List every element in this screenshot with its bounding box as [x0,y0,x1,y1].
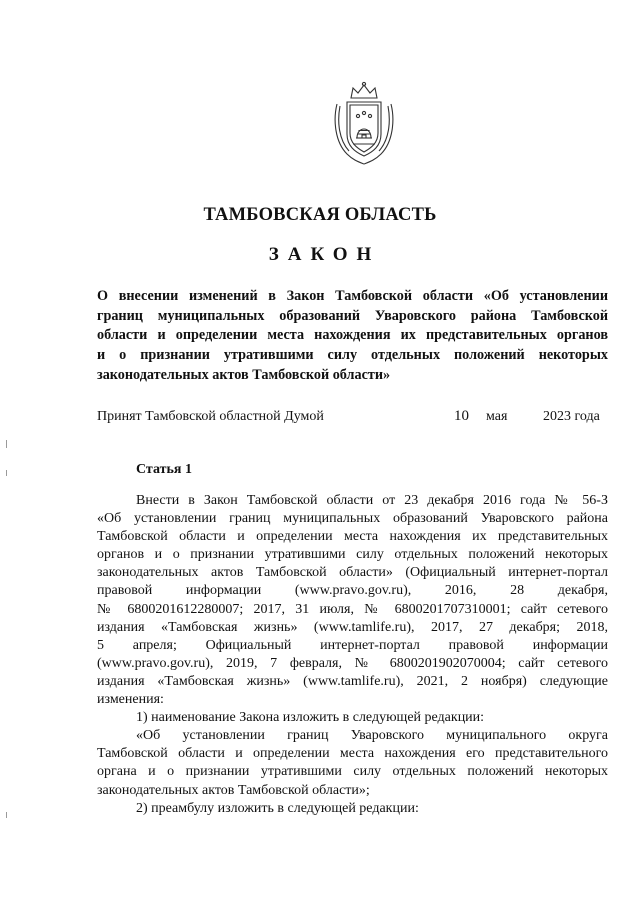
body-line: 1) наименование Закона изложить в следующей редакции: [136,710,485,726]
scan-margin-mark [6,470,7,476]
body-line: Внести в Закон Тамбовской области от 23 декабря 2016 года № 56-З [136,493,608,508]
subject-line: границ муниципальных образований Уваровского района Тамбовской [97,307,608,324]
body-line: 2) преамбулу изложить в следующей редакции: [136,800,419,816]
body-line: издания «Тамбовская жизнь» (www.tamlife.ru), 2021, 2 ноября) следующие [97,673,608,689]
body-line: Тамбовской области и определении места нахождения его представительного [97,746,608,762]
body-line: изменения: [97,692,164,708]
body-line: органов и о признании утратившими силу отдельных положений некоторых [97,547,608,563]
body-line: законодательных актов Тамбовской области»; [97,782,370,798]
subject-line: и о признании утратившими силу отдельных положений некоторых [97,347,608,364]
law-subject [97,287,608,386]
adoption-year: 2023 года [543,409,600,424]
body-line: 5 апреля; Официальный интернет-портал правовой информации [97,637,608,653]
scan-margin-mark [6,812,7,818]
subject-line: области и определении места нахождения их представительных органов [97,327,608,344]
document-type: ЗАКОН [268,244,381,265]
adoption-day: 10 [454,408,469,424]
scan-margin-mark [6,440,7,448]
adoption-month: мая [486,409,508,424]
body-line: «Об установлении границ муниципальных образований Уваровского района [97,511,608,527]
body-line: Тамбовской области и определении места нахождения их представительных [97,529,608,545]
body-line: (www.pravo.gov.ru), 2019, 7 февраля, № 6800201902070004; сайт сетевого [97,655,608,671]
body-line: правовой информации (www.pravo.gov.ru), 2016, 28 декабря, [97,583,608,599]
adoption-statement: Принят Тамбовской областной Думой [97,409,324,424]
subject-line: О внесении изменений в Закон Тамбовской области «Об установлении [97,288,608,304]
body-line: органа и о признании утратившими силу отдельных положений некоторых [97,764,608,780]
article-title: Статья 1 [136,462,192,477]
body-line: законодательных актов Тамбовской области» (Официальный интернет-портал [97,565,608,581]
body-line: издания «Тамбовская жизнь» (www.tamlife.ru), 2017, 27 декабря; 2018, [97,619,608,635]
body-line: № 6800201612280007; 2017, 31 июля, № 6800201707310001; сайт сетевого [97,601,608,617]
article-body [97,492,608,818]
coat-of-arms-icon [327,80,401,166]
region-title: ТАМБОВСКАЯ ОБЛАСТЬ [203,205,437,225]
body-line: «Об установлении границ Уваровского муниципального округа [136,728,608,744]
subject-line: законодательных актов Тамбовской области» [97,366,391,383]
